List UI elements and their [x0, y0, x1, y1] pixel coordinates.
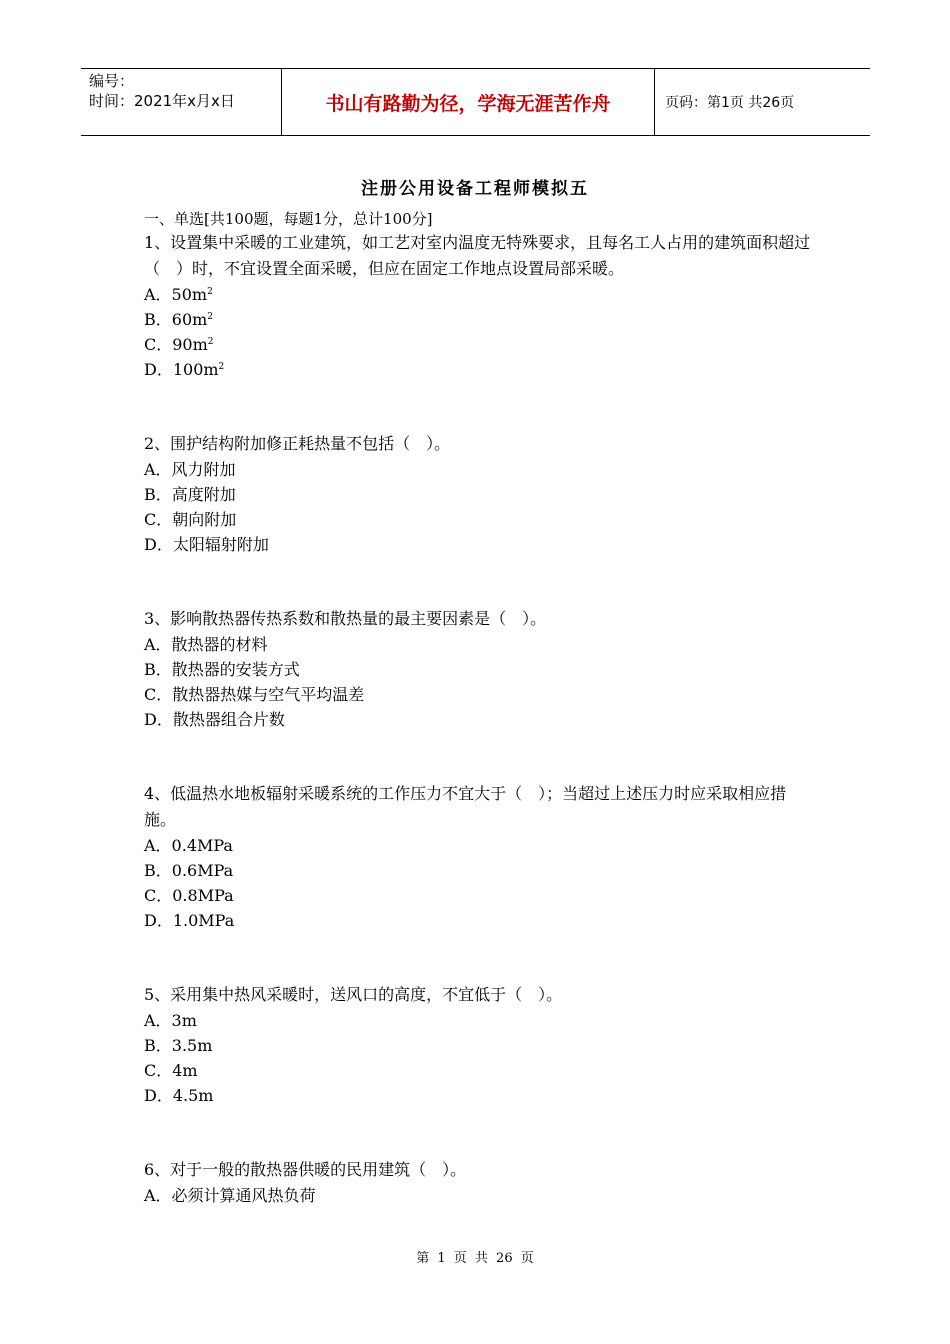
header-page-info: 页码：第1页 共26页 [665, 95, 795, 111]
option-d: D．散热器组合片数 [144, 710, 285, 729]
option-c: C．$90m^2$ [144, 335, 214, 354]
section-heading: 一、单选[共100题，每题1分，总计100分] [144, 210, 433, 228]
superscript: 2 [207, 287, 213, 297]
option-b: B．3.5m [144, 1036, 213, 1055]
question-4 [144, 781, 814, 933]
option-b: B．0.6MPa [144, 861, 234, 880]
question-stem: 3、影响散热器传热系数和散热量的最主要因素是（ ）。 [144, 609, 547, 628]
option-b: B．$60m^2$ [144, 310, 214, 329]
page-header [81, 68, 870, 136]
option-c: C．散热器热媒与空气平均温差 [144, 685, 365, 704]
header-motto: 书山有路勤为径，学海无涯苦作舟 [282, 69, 655, 135]
option-c: C．朝向附加 [144, 510, 237, 529]
superscript: 2 [218, 362, 225, 372]
question-stem: 6、对于一般的散热器供暖的民用建筑（ ）。 [144, 1160, 467, 1179]
option-a: A．散热器的材料 [144, 635, 268, 654]
document-title: 注册公用设备工程师模拟五 [361, 179, 589, 199]
option-d: D．4.5m [144, 1086, 214, 1105]
question-stem: 1、设置集中采暖的工业建筑，如工艺对室内温度无特殊要求，且每名工人占用的建筑面积超过（ ）时，不宜设置全面采暖，但应在固定工作地点设置局部采暖。 [144, 233, 811, 278]
question-list [144, 208, 814, 1208]
option-d: D．$100m^2$ [144, 360, 225, 379]
question-stem: 5、采用集中热风采暖时，送风口的高度，不宜低于（ ）。 [144, 985, 563, 1004]
option-c: C．0.8MPa [144, 886, 234, 905]
question-3 [144, 606, 814, 732]
page-footer: 第 1 页 共 26 页 [416, 1251, 534, 1266]
option-d: D．1.0MPa [144, 911, 235, 930]
superscript: 2 [207, 337, 214, 347]
question-1 [144, 230, 814, 382]
option-b: B．高度附加 [144, 485, 236, 504]
option-a: A．0.4MPa [144, 836, 233, 855]
option-a: A．风力附加 [144, 460, 236, 479]
option-a: A．必须计算通风热负荷 [144, 1186, 316, 1205]
question-5 [144, 982, 814, 1108]
question-2 [144, 431, 814, 557]
superscript: 2 [207, 312, 214, 322]
header-meta [81, 69, 282, 135]
question-stem: 2、围护结构附加修正耗热量不包括（ ）。 [144, 434, 451, 453]
option-b: B．散热器的安装方式 [144, 660, 300, 679]
number-label: 编号： [89, 72, 135, 90]
question-6 [144, 1157, 814, 1208]
option-a: A．$50m^2$ [144, 285, 213, 304]
option-a: A．3m [144, 1011, 197, 1030]
question-stem: 4、低温热水地板辐射采暖系统的工作压力不宜大于（ ）；当超过上述压力时应采取相应措施。 [144, 784, 787, 829]
option-d: D．太阳辐射附加 [144, 535, 269, 554]
option-c: C．4m [144, 1061, 198, 1080]
date-label: 时间：2021年x月x日 [89, 92, 235, 110]
